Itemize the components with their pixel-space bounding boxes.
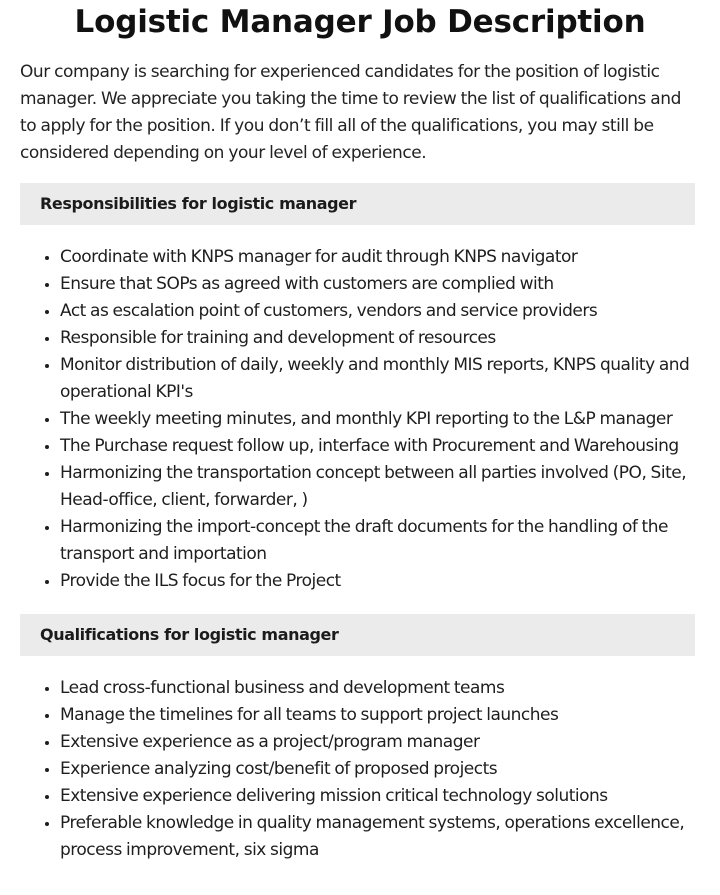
list-item: • Ensure that SOPs as agreed with customers are complied with (60, 271, 720, 298)
list-item: • Experience analyzing cost/benefit of proposed projects (60, 756, 720, 783)
list-item: • The Purchase request follow up, interface with Procurement and Warehousing (60, 433, 720, 460)
list-item: • Responsible for training and development of resources (60, 325, 720, 352)
list-item: • Preferable knowledge in quality management systems, operations excellence, process improvement, six sigma (60, 810, 720, 864)
list-item: • Coordinate with KNPS manager for audit through KNPS navigator (60, 244, 720, 271)
list-item: • Extensive experience as a project/program manager (60, 729, 720, 756)
responsibilities-heading: Responsibilities for logistic manager (20, 183, 695, 225)
list-item: • Manage the timelines for all teams to support project launches (60, 702, 720, 729)
list-item: • Harmonizing the import-concept the draft documents for the handling of the transport and importation (60, 514, 720, 568)
page-title: Logistic Manager Job Description (74, 4, 646, 40)
list-item: • Act as escalation point of customers, vendors and service providers (60, 298, 720, 325)
intro-paragraph: Our company is searching for experienced candidates for the position of logistic manager. We appreciate you taking the time to review the list of qualifications and to apply for the position. If you don’t fill all of the qualifications, you may still be considered depending on your level of experience. (20, 62, 681, 163)
list-item: • Harmonizing the transportation concept between all parties involved (PO, Site, Head-office, client, forwarder, ) (60, 460, 720, 514)
list-item: • Monitor distribution of daily, weekly and monthly MIS reports, KNPS quality and operational KPI's (60, 352, 720, 406)
list-item: • The weekly meeting minutes, and monthly KPI reporting to the L&P manager (60, 406, 720, 433)
list-item: • Extensive experience delivering mission critical technology solutions (60, 783, 720, 810)
responsibilities-list (40, 244, 720, 595)
qualifications-list (40, 675, 720, 864)
list-item: • Lead cross-functional business and development teams (60, 675, 720, 702)
qualifications-heading: Qualifications for logistic manager (20, 614, 695, 656)
list-item: • Provide the ILS focus for the Project (60, 568, 720, 595)
